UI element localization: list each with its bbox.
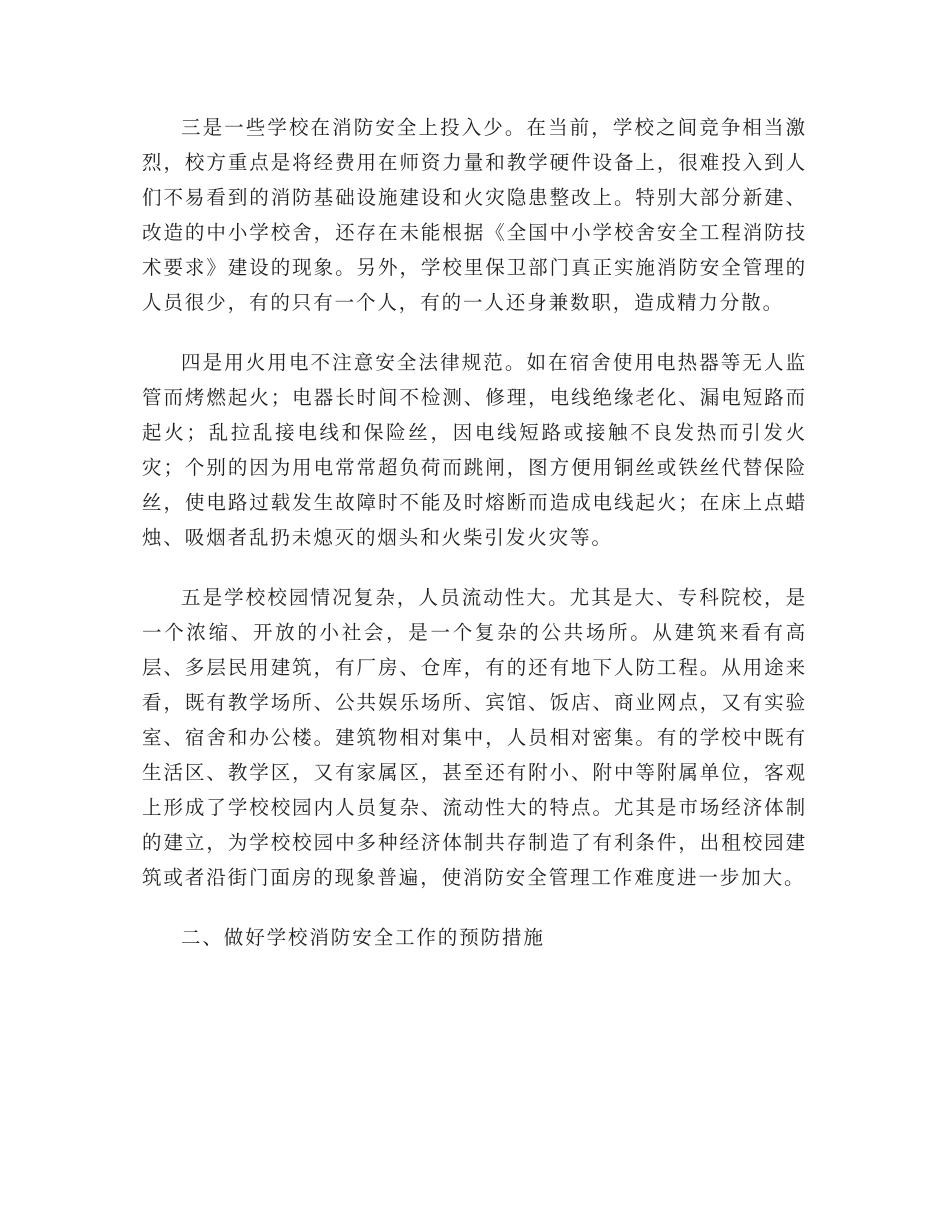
paragraph-fire-electricity: 四是用火用电不注意安全法律规范。如在宿舍使用电热器等无人监管而烤燃起火；电器长时间不检测、修理，电线绝缘老化、漏电短路而起火；乱拉乱接电线和保险丝，因电线短路或接触不良发热而引发火灾；个别的因为用电常常超负荷而跳闸，图方便用铜丝或铁丝代替保险丝，使电路过载发生故障时不能及时熔断而造成电线起火；在床上点蜡烛、吸烟者乱扔未熄灭的烟头和火柴引发火灾等。: [142, 351, 807, 549]
paragraph-campus-complexity: 五是学校校园情况复杂，人员流动性大。尤其是大、专科院校，是一个浓缩、开放的小社会，是一个复杂的公共场所。从建筑来看有高层、多层民用建筑，有厂房、仓库，有的还有地下人防工程。从用途来看，既有教学场所、公共娱乐场所、宾馆、饭店、商业网点，又有实验室、宿舍和办公楼。建筑物相对集中，人员相对密集。有的学校中既有生活区、教学区，又有家属区，甚至还有附小、附中等附属单位，客观上形成了学校校园内人员复杂、流动性大的特点。尤其是市场经济体制的建立，为学校校园中多种经济体制共存制造了有利条件，出租校园建筑或者沿街门面房的现象普遍，使消防安全管理工作难度进一步加大。: [142, 586, 807, 889]
paragraph-investment: 三是一些学校在消防安全上投入少。在当前，学校之间竞争相当激烈，校方重点是将经费用在师资力量和教学硬件设备上，很难投入到人们不易看到的消防基础设施建设和火灾隐患整改上。特别大部分新建、改造的中小学校舍，还存在未能根据《全国中小学校舍安全工程消防技术要求》建设的现象。另外，学校里保卫部门真正实施消防安全管理的人员很少，有的只有一个人，有的一人还身兼数职，造成精力分散。: [142, 116, 807, 314]
section-heading: 二、做好学校消防安全工作的预防措施: [181, 926, 545, 949]
document-page: [142, 110, 807, 955]
